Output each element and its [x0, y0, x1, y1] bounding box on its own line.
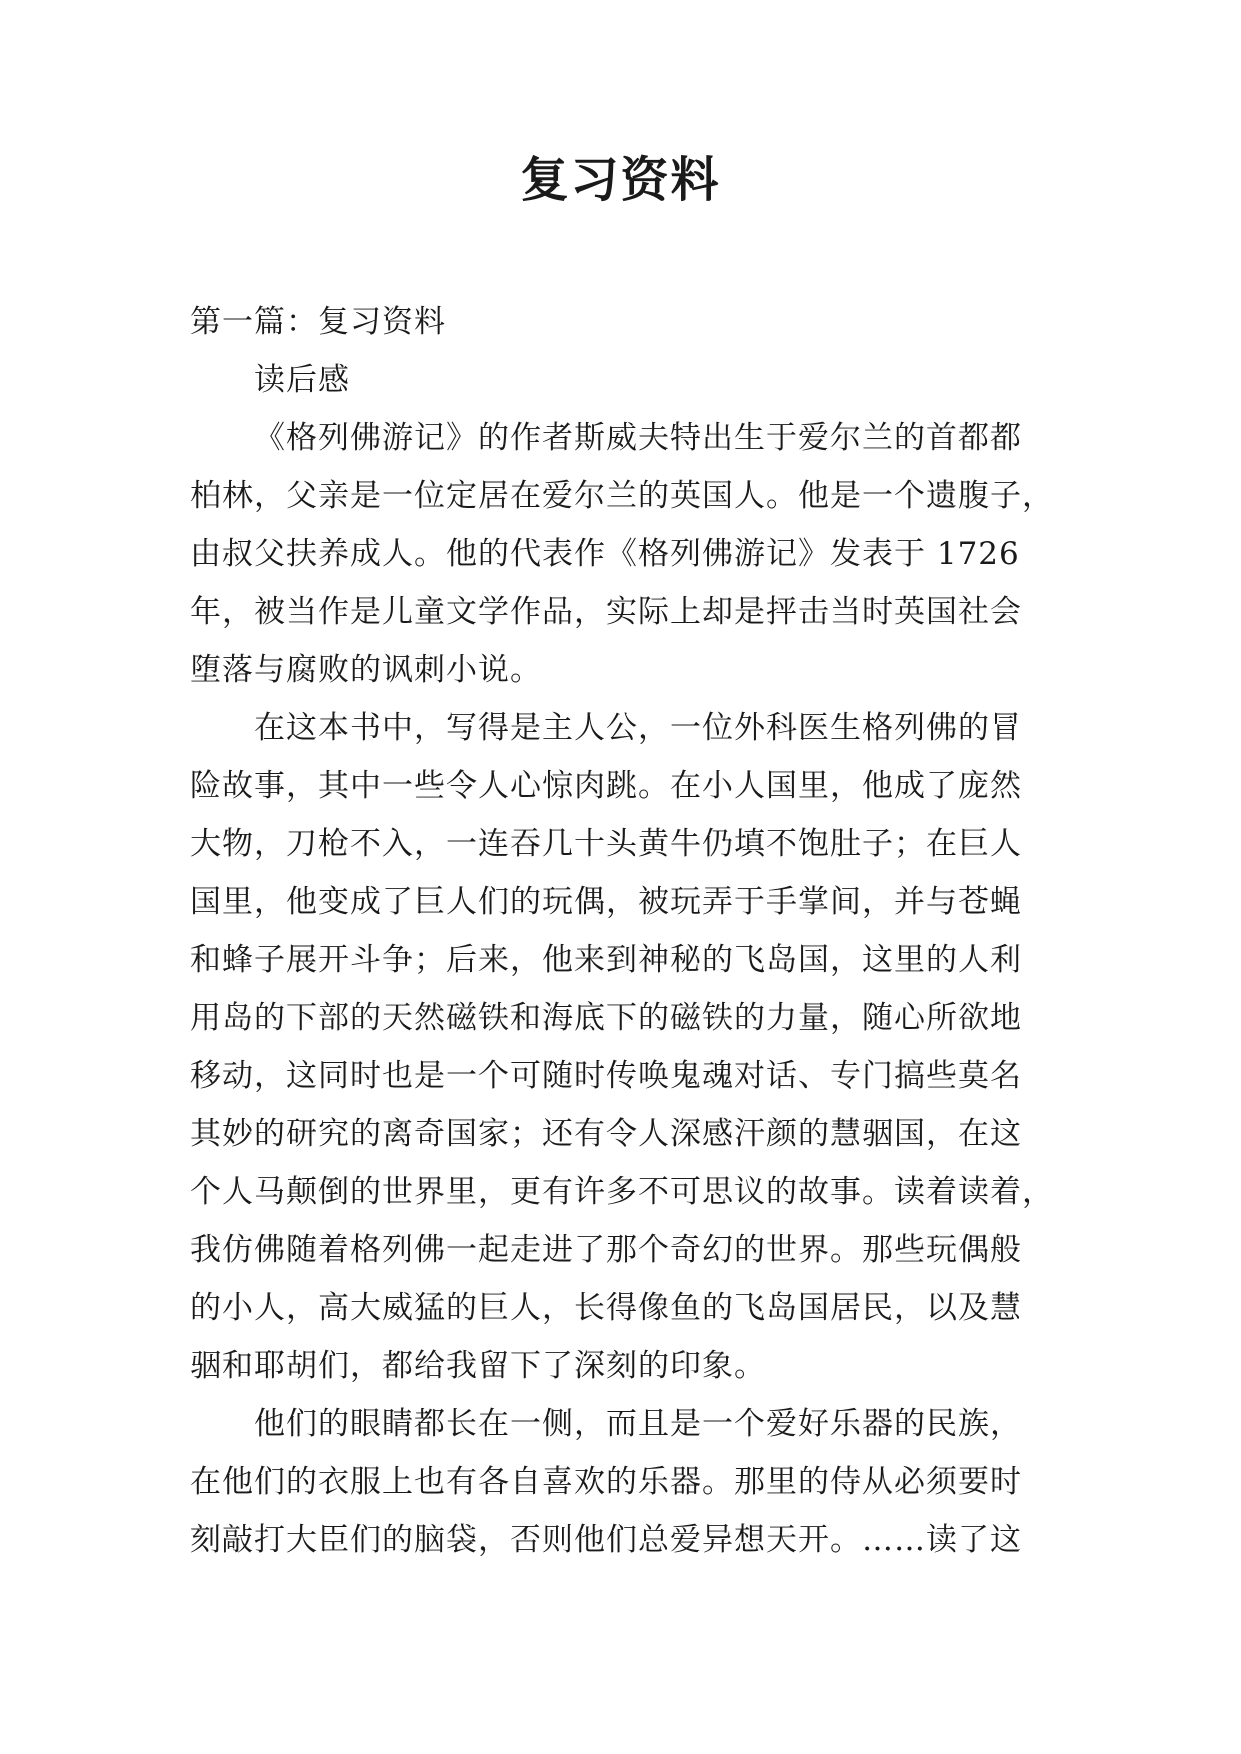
paragraph-line: 由叔父扶养成人。他的代表作《格列佛游记》发表于 1726 [190, 536, 1020, 572]
paragraph-line: 刻敲打大臣们的脑袋，否则他们总爱异想天开。……读了这 [190, 1522, 1022, 1558]
paragraph-line: 在这本书中，写得是主人公，一位外科医生格列佛的冒 [254, 710, 1022, 746]
paragraph-1 [190, 409, 1054, 699]
paragraph-line: 用岛的下部的天然磁铁和海底下的磁铁的力量，随心所欲地 [190, 1000, 1022, 1036]
paragraph-line: 骃和耶胡们，都给我留下了深刻的印象。 [190, 1348, 766, 1384]
paragraph-line: 的小人，高大威猛的巨人，长得像鱼的飞岛国居民，以及慧 [190, 1290, 1022, 1326]
paragraph-line: 他们的眼睛都长在一侧，而且是一个爱好乐器的民族， [254, 1406, 1022, 1442]
subheading: 读后感 [254, 362, 350, 398]
paragraph-line: 柏林，父亲是一位定居在爱尔兰的英国人。他是一个遗腹子， [190, 478, 1054, 514]
paragraph-3 [190, 1395, 1050, 1569]
paragraph-line: 移动，这同时也是一个可随时传唤鬼魂对话、专门搞些莫名 [190, 1058, 1022, 1094]
paragraph-line: 《格列佛游记》的作者斯威夫特出生于爱尔兰的首都都 [254, 420, 1022, 456]
paragraph-line: 在他们的衣服上也有各自喜欢的乐器。那里的侍从必须要时 [190, 1464, 1022, 1500]
paragraph-2 [190, 699, 1054, 1395]
paragraph-line: 大物，刀枪不入，一连吞几十头黄牛仍填不饱肚子；在巨人 [190, 826, 1022, 862]
paragraph-line: 年，被当作是儿童文学作品，实际上却是抨击当时英国社会 [190, 594, 1022, 630]
paragraph-line: 个人马颠倒的世界里，更有许多不可思议的故事。读着读着， [190, 1174, 1054, 1210]
document-title: 复习资料 [520, 152, 721, 208]
paragraph-line: 国里，他变成了巨人们的玩偶，被玩弄于手掌间，并与苍蝇 [190, 884, 1022, 920]
section-heading: 第一篇：复习资料 [190, 304, 446, 340]
paragraph-line: 堕落与腐败的讽刺小说。 [190, 652, 542, 688]
paragraph-line: 和蜂子展开斗争；后来，他来到神秘的飞岛国，这里的人利 [190, 942, 1022, 978]
paragraph-line: 险故事，其中一些令人心惊肉跳。在小人国里，他成了庞然 [190, 768, 1022, 804]
document-body [190, 293, 1054, 1569]
paragraph-line: 我仿佛随着格列佛一起走进了那个奇幻的世界。那些玩偶般 [190, 1232, 1022, 1268]
paragraph-line: 其妙的研究的离奇国家；还有令人深感汗颜的慧骃国，在这 [190, 1116, 1022, 1152]
